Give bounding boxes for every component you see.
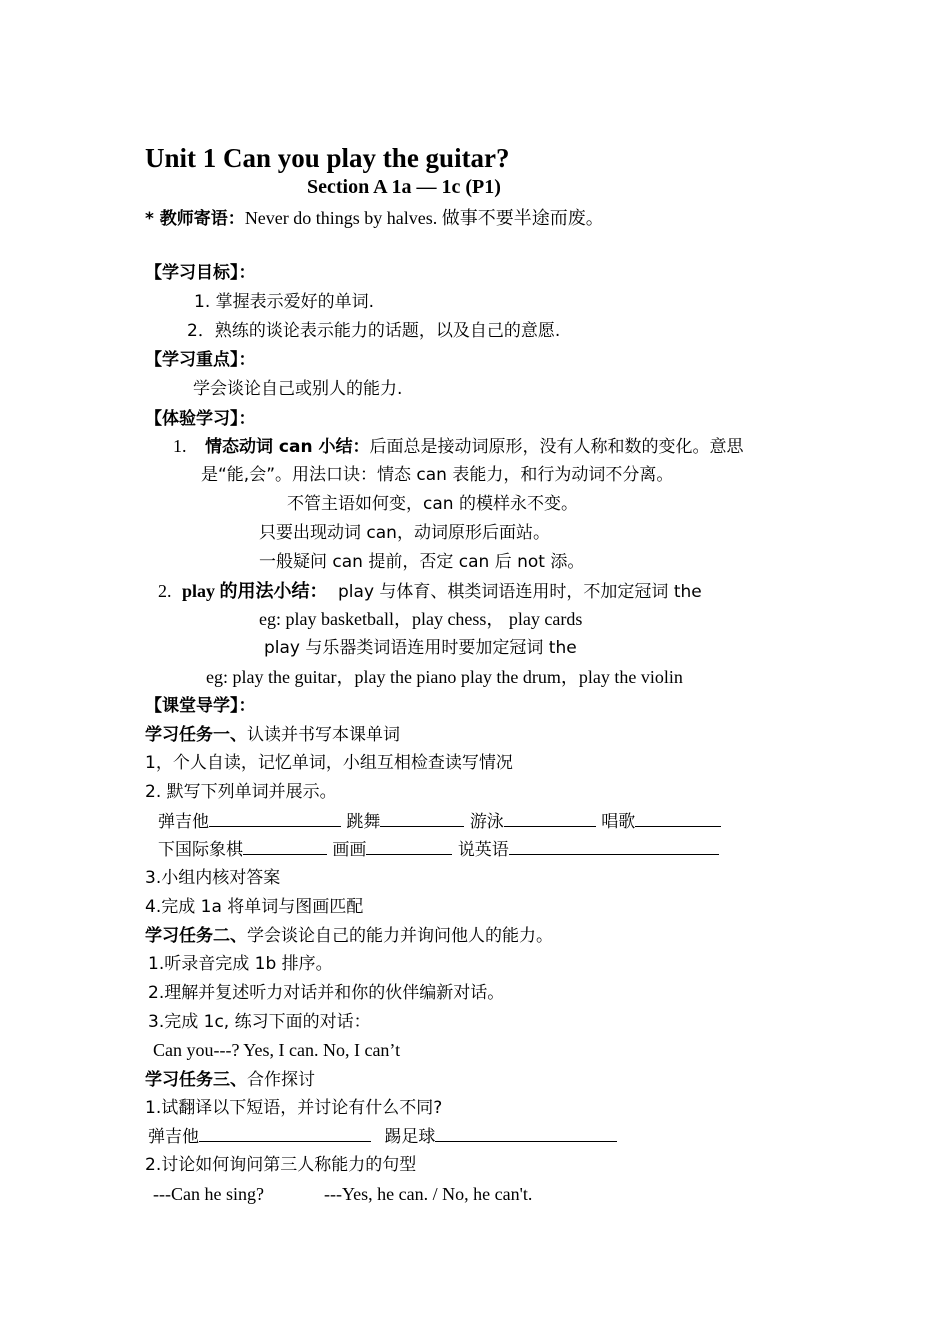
task-step: 4.完成 1a 将单词与图画匹配	[145, 897, 364, 917]
vocab-prompt: 画画	[332, 840, 367, 860]
page-title: Unit 1 Can you play the guitar?	[145, 143, 510, 173]
answer-blank[interactable]	[380, 810, 464, 827]
vocab-prompt: 说英语	[457, 840, 509, 860]
vocab-prompt: 跳舞	[346, 812, 381, 832]
example-line: eg: play basketball，play chess， play cards	[259, 609, 583, 629]
rhyme-line: 不管主语如何变，can 的模样永不变。	[287, 494, 578, 514]
answer-blank[interactable]	[199, 1125, 371, 1142]
task-label: 学习任务一、	[145, 725, 247, 745]
vocab-prompt: 下国际象棋	[158, 840, 243, 860]
vocab-prompt: 唱歌	[601, 812, 636, 832]
task-text: 合作探讨	[247, 1070, 315, 1090]
experience-item-2	[158, 580, 702, 603]
task-1-heading	[145, 723, 400, 746]
vocab-prompt: 弹吉他	[158, 812, 209, 832]
vocab-prompt: 游泳	[469, 812, 504, 832]
task-step: 1，个人自读，记忆单词，小组互相检查读写情况	[145, 753, 513, 773]
item-text: 后面总是接动词原形，没有人称和数的变化。意思	[369, 437, 744, 457]
experience-item-1	[173, 435, 744, 458]
answer-blank[interactable]	[509, 838, 719, 855]
rhyme-line: 一般疑问 can 提前，否定 can 后 not 添。	[259, 552, 585, 572]
classroom-heading: 【课堂导学】：	[145, 696, 256, 716]
dialog-answer: ---Yes, he can. / No, he can't.	[324, 1184, 533, 1204]
phrase-prompt: 弹吉他	[148, 1127, 199, 1147]
item-label: 情态动词 can 小结：	[205, 437, 370, 457]
item-continuation: 是“能,会”。用法口诀：情态 can 表能力，和行为动词不分离。	[201, 465, 674, 485]
item-number: 2.	[158, 581, 172, 601]
vocab-row-1	[158, 810, 721, 833]
motto-label: * 教师寄语：	[145, 209, 245, 229]
answer-blank[interactable]	[635, 810, 721, 827]
motto-text: Never do things by halves. 做事不要半途而废。	[244, 208, 604, 228]
rhyme-line: 只要出现动词 can，动词原形后面站。	[259, 523, 550, 543]
example-line: eg: play the guitar，play the piano play the drum，play the violin	[206, 667, 683, 687]
phrase-prompt: 踢足球	[384, 1127, 436, 1147]
task-text: 认读并书写本课单词	[247, 725, 400, 745]
task-step: 3.小组内核对答案	[145, 868, 281, 888]
task-step: 1.试翻译以下短语，并讨论有什么不同?	[145, 1098, 443, 1118]
task-2-heading	[145, 924, 553, 947]
answer-blank[interactable]	[243, 838, 327, 855]
note-line: play 与乐器类词语连用时要加定冠词 the	[264, 638, 577, 658]
experience-heading: 【体验学习】：	[145, 409, 256, 429]
goal-item: 1. 掌握表示爱好的单词.	[194, 292, 375, 312]
translate-row	[148, 1125, 617, 1148]
goals-heading: 【学习目标】：	[145, 263, 256, 283]
task-step: 2.讨论如何询问第三人称能力的句型	[145, 1155, 417, 1175]
keypoints-heading: 【学习重点】：	[145, 350, 256, 370]
task-step: 3.完成 1c, 练习下面的对话：	[148, 1012, 371, 1032]
answer-blank[interactable]	[366, 838, 452, 855]
dialog-line: Can you---? Yes, I can. No, I can’t	[153, 1040, 401, 1060]
item-label: play 的用法小结：	[182, 581, 328, 601]
section-subtitle: Section A 1a — 1c (P1)	[307, 176, 501, 198]
answer-blank[interactable]	[504, 810, 596, 827]
vocab-row-2	[158, 838, 719, 861]
task-step: 2. 默写下列单词并展示。	[145, 782, 337, 802]
task-3-heading	[145, 1068, 315, 1091]
task-step: 1.听录音完成 1b 排序。	[148, 954, 333, 974]
task-text: 学会谈论自己的能力并询问他人的能力。	[247, 926, 553, 946]
dialog-question: ---Can he sing?	[153, 1184, 264, 1204]
answer-blank[interactable]	[435, 1125, 617, 1142]
task-label: 学习任务二、	[145, 926, 247, 946]
item-number: 1.	[173, 436, 187, 456]
answer-blank[interactable]	[209, 810, 341, 827]
task-step: 2.理解并复述听力对话并和你的伙伴编新对话。	[148, 983, 505, 1003]
keypoints-text: 学会谈论自己或别人的能力.	[193, 379, 403, 399]
task-label: 学习任务三、	[145, 1070, 247, 1090]
item-text: play 与体育、棋类词语连用时，不加定冠词 the	[338, 582, 702, 602]
teacher-motto	[145, 207, 604, 230]
goal-item: 2．熟练的谈论表示能力的话题，以及自己的意愿.	[187, 321, 561, 341]
